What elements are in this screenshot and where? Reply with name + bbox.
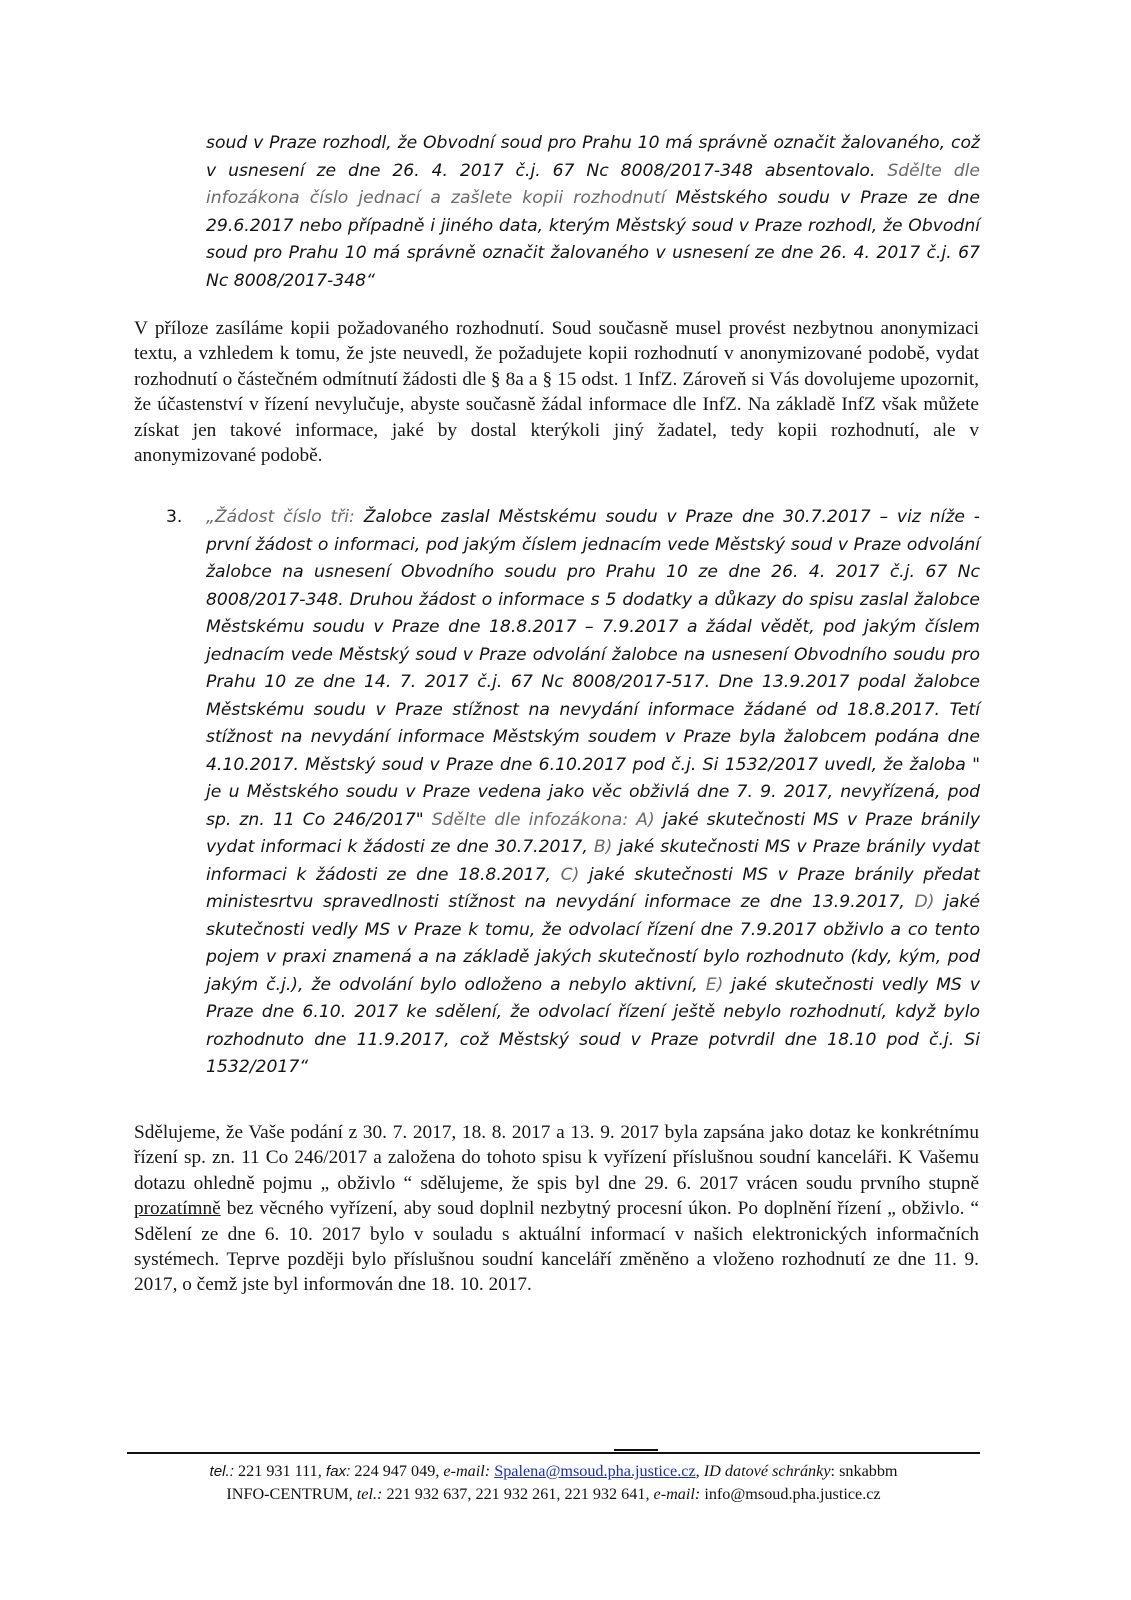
answer-2-paragraph: V příloze zasíláme kopii požadovaného rozhodnutí. Soud současně musel provést nezbytnou anonymizaci textu, a vzhledem k tomu, že jste neuvedl, že požadujete kopii rozhodnutí v anonymizované podobě, vydat rozhodnutí o částečném odmítnutí žádosti dle § 8a a § 15 odst. 1 InfZ. Zároveň si Vás dovolujeme upozornit, že účastenství v řízení nevylučuje, abyste současně žádal informace dle InfZ. Na základě InfZ však můžete získat jen takové informace, jaké by dostal kterýkoli jiný žadatel, tedy kopii rozhodnutí, ale v anonymizované podobě.: [134, 318, 979, 467]
answer-3-text-1: Sdělujeme, že Vaše podání z 30. 7. 2017, 18. 8. 2017 a 13. 9. 2017 byla zapsána jako dotaz ke konkrétnímu řízení sp. zn. 11 Co 246/2017 a založena do tohoto spisu k vyřízení příslušnou soudní kanceláři. K Vašemu dotazu ohledně pojmu „ obživlo “ sdělujeme, že spis byl dne 29. 6. 2017 vrácen soudu prvního stupně: [134, 1122, 979, 1194]
request-3-question-b: jaké skutečnosti MS v Praze bránily vydat informaci k žádosti ze dne 18.8.2017,: [206, 837, 980, 885]
request-3-question-d: jaké skutečnosti vedly MS v Praze k tomu, že odvolací řízení dne 7.9.2017 obživlo a co tento pojem v praxi znamená a na základě jakých skutečností bylo rozhodnuto (kdy, kým, pod jakým č.j.), že odvolání bylo odloženo a nebylo aktivní,: [206, 892, 980, 995]
footer-email-label: e-mail:: [443, 1462, 491, 1480]
footer-email-link[interactable]: Spalena@msoud.pha.justice.cz: [494, 1462, 696, 1480]
footer-fax-label: fax:: [325, 1463, 351, 1480]
footer-tel: 221 931 111,: [233, 1462, 326, 1480]
request-3-question-e: jaké skutečnosti vedly MS v Praze dne 6.10. 2017 ke sdělení, že odvolací řízení ještě nebylo rozhodnutí, když bylo rozhodnuto dne 11.9.2017, což Městský soud v Praze potvrdil dne 18.10 pod č.j. Si 1532/2017“: [206, 974, 980, 1077]
answer-3-paragraph: [134, 1120, 979, 1298]
request-3-intro: „Žádost číslo tři:: [206, 507, 364, 527]
request-3-question-c: jaké skutečnosti MS v Praze bránily předat ministesrtvu spravedlnosti stížnost na nevydání informace ze dne 13.9.2017,: [206, 864, 980, 912]
request-3-question-a: jaké skutečnosti MS v Praze bránily vydat informaci k žádosti ze dne 30.7.2017,: [206, 809, 980, 857]
answer-3-text-2: bez věcného vyřízení, aby soud doplnil nezbytný procesní úkon. Po doplnění řízení „ obživlo. “ Sdělení ze dne 6. 10. 2017 bylo v souladu s aktuální informací v našich elektronických informačních systémech. Teprve později bylo příslušnou soudní kanceláří změněno a vloženo rozhodnutí ze dne 11. 9. 2017, o čemž jste byl informován dne 18. 10. 2017.: [134, 1198, 979, 1296]
request-3-label-a: Sdělte dle infozákona: A): [423, 809, 663, 830]
footer-databox: : snkabbm: [830, 1462, 898, 1480]
request-2-instruction: Sdělte dle infozákona číslo jednací a zašlete kopii rozhodnutí: [206, 160, 981, 208]
request-2-text-1: soud v Praze rozhodl, že Obvodní soud pro Prahu 10 má správně označit žalovaného, což v usnesení ze dne 26. 4. 2017 č.j. 67 Nc 8008/2017-348 absentovalo.: [206, 133, 980, 181]
footer-tel2-label: tel.:: [356, 1485, 383, 1503]
page-footer: [127, 1460, 980, 1506]
footer-email2: info@msoud.pha.justice.cz: [700, 1485, 881, 1503]
request-3-quote: [206, 504, 980, 1082]
answer-3-underlined-word: prozatímně: [134, 1198, 221, 1220]
request-2-quote-tail: [206, 130, 980, 295]
request-3-text: Žalobce zaslal Městskému soudu v Praze dne 30.7.2017 – viz níže - první žádost o informaci, pod jakým číslem jednacím vede Městský soud v Praze odvolání žalobce na usnesení Obvodního soudu pro Prahu 10 ze dne 26. 4. 2017 č.j. 67 Nc 8008/2017-348. Druhou žádost o informace s 5 dodatky a důkazy do spisu zaslal žalobce Městskému soudu v Praze dne 18.8.2017 – 7.9.2017 a žádal vědět, pod jakým číslem jednacím vede Městský soud v Praze odvolání žalobce na usnesení Obvodního soudu pro Prahu 10 ze dne 14. 7. 2017 č.j. 67 Nc 8008/2017-517. Dne 13.9.2017 podal žalobce Městskému soudu v Praze stížnost na nevydání informace žádané od 18.8.2017. Tetí stížnost na nevydání informace Městským soudem v Praze byla žalobcem podána dne 4.10.2017. Městský soud v Praze dne 6.10.2017 pod č.j. Si 1532/2017 uvedl, že žaloba " je u Městského soudu v Praze vedena jako věc obživlá dne 7. 9. 2017, nevyřízená, pod sp. zn. 11 Co 246/2017": [206, 507, 981, 830]
request-3-label-d: D): [904, 892, 945, 912]
request-3-label-e: E): [697, 974, 732, 995]
footer-rule: [127, 1452, 980, 1454]
request-3-number: 3.: [166, 507, 183, 527]
footer-tel-label: tel.:: [209, 1463, 234, 1480]
footer-tel2: 221 932 637, 221 932 261, 221 932 641,: [382, 1485, 654, 1503]
footer-fax: 224 947 049,: [350, 1462, 444, 1480]
footer-databox-label: ID datové schránky: [703, 1462, 831, 1480]
request-3-label-b: B): [587, 837, 619, 857]
footer-line-2: [127, 1483, 980, 1506]
footer-infocentrum: INFO-CENTRUM,: [226, 1485, 357, 1503]
footer-line-1: tel.: 221 931 111, fax: 224 947 049, e-mail: Spalena@msoud.pha.justice.cz, ID datové schránky: snkabbm: [209, 1462, 898, 1480]
footer-rule-accent: [614, 1449, 658, 1451]
request-3-label-c: C): [551, 864, 589, 885]
footer-email2-label: e-mail:: [653, 1485, 701, 1503]
request-2-text-2: Městského soudu v Praze ze dne 29.6.2017 nebo případně i jiného data, kterým Městský soud v Praze rozhodl, že Obvodní soud pro Prahu 10 má správně označit žalovaného v usnesení ze dne 26. 4. 2017 č.j. 67 Nc 8008/2017-348“: [206, 188, 980, 291]
